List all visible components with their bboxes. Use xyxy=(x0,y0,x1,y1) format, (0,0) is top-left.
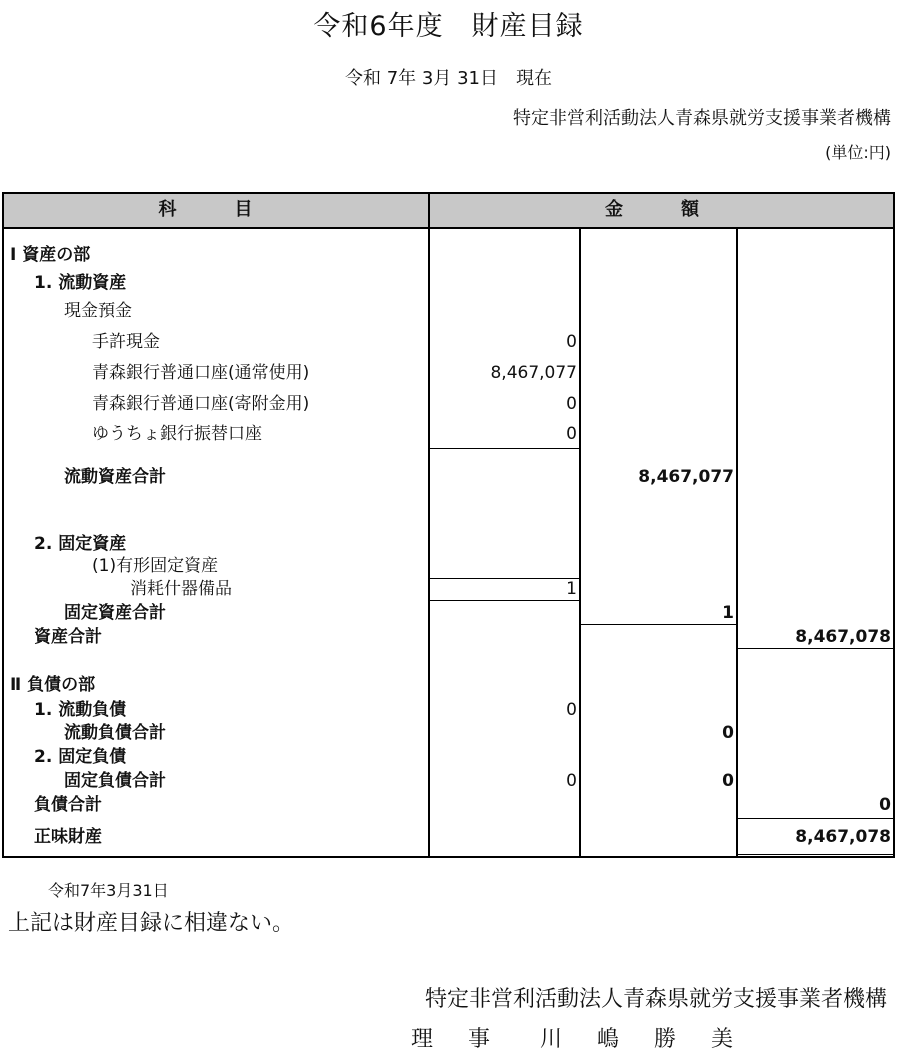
value-current-liabilities: 0 xyxy=(566,700,577,720)
row-yucho: ゆうちょ銀行振替口座 xyxy=(92,424,262,444)
divider-col1-col2 xyxy=(579,229,581,858)
row-assets-section: Ⅰ 資産の部 xyxy=(10,245,91,265)
frame-left xyxy=(2,192,4,858)
value-net-assets: 8,467,078 xyxy=(795,827,891,847)
rule-fixed-bottom xyxy=(429,600,580,601)
value-cash-on-hand: 0 xyxy=(566,332,577,352)
rule-assets-total xyxy=(737,648,894,649)
row-current-liabilities: 1. 流動負債 xyxy=(34,700,127,720)
rule-fixed-top xyxy=(429,578,580,579)
row-fixed-assets-total: 固定資産合計 xyxy=(64,603,166,623)
rule-current-assets xyxy=(429,448,580,449)
row-cash-on-hand: 手許現金 xyxy=(92,332,160,352)
value-fixtures: 1 xyxy=(566,579,577,599)
value-fixed-liabilities-total: 0 xyxy=(722,771,734,791)
rule-net-assets-top xyxy=(737,818,894,819)
row-net-assets: 正味財産 xyxy=(34,827,102,847)
as-of-date: 令和 7年 3月 31日 現在 xyxy=(345,68,552,89)
value-fixed-assets-total: 1 xyxy=(722,603,734,623)
row-liabilities-section: Ⅱ 負債の部 xyxy=(10,675,96,695)
footer-organization: 特定非営利活動法人青森県就労支援事業者機構 xyxy=(424,987,887,1012)
divider-col2-col3 xyxy=(736,229,738,858)
row-fixtures: 消耗什器備品 xyxy=(130,579,232,599)
row-aomori-regular: 青森銀行普通口座(通常使用) xyxy=(92,363,310,383)
frame-right xyxy=(893,192,895,858)
row-assets-total: 資産合計 xyxy=(34,627,102,647)
page-title: 令和6年度 財産目録 xyxy=(313,11,584,42)
value-fixed-liabilities-col1: 0 xyxy=(566,771,577,791)
row-tangible-fixed: (1)有形固定資産 xyxy=(92,556,219,576)
footer-date: 令和7年3月31日 xyxy=(48,881,169,900)
row-cash-deposits: 現金預金 xyxy=(64,301,132,321)
footer-statement: 上記は財産目録に相違ない。 xyxy=(8,911,295,936)
footer-signer: 理 事 川 嶋 勝 美 xyxy=(411,1027,747,1052)
organization-name: 特定非営利活動法人青森県就労支援事業者機構 xyxy=(513,108,891,129)
frame-bottom xyxy=(2,856,895,858)
unit-label: (単位:円) xyxy=(825,143,891,162)
header-amount: 金 額 xyxy=(605,199,719,220)
value-current-assets-total: 8,467,077 xyxy=(638,467,734,487)
row-aomori-donation: 青森銀行普通口座(寄附金用) xyxy=(92,394,310,414)
row-fixed-assets: 2. 固定資産 xyxy=(34,534,127,554)
value-yucho: 0 xyxy=(566,424,577,444)
rule-net-assets-double xyxy=(737,854,894,855)
value-aomori-donation: 0 xyxy=(566,394,577,414)
row-current-assets: 1. 流動資産 xyxy=(34,273,127,293)
row-fixed-liabilities: 2. 固定負債 xyxy=(34,747,127,767)
row-liabilities-total: 負債合計 xyxy=(34,795,102,815)
value-aomori-regular: 8,467,077 xyxy=(490,363,577,383)
header-item: 科 目 xyxy=(158,199,273,220)
divider-item-amount xyxy=(428,192,430,858)
value-current-liabilities-total: 0 xyxy=(722,723,734,743)
rule-fixed-total xyxy=(580,624,737,625)
value-assets-total: 8,467,078 xyxy=(795,627,891,647)
value-liabilities-total: 0 xyxy=(879,795,891,815)
row-current-liabilities-total: 流動負債合計 xyxy=(64,723,166,743)
inventory-table xyxy=(2,192,895,858)
row-fixed-liabilities-total: 固定負債合計 xyxy=(64,771,166,791)
row-current-assets-total: 流動資産合計 xyxy=(64,467,166,487)
